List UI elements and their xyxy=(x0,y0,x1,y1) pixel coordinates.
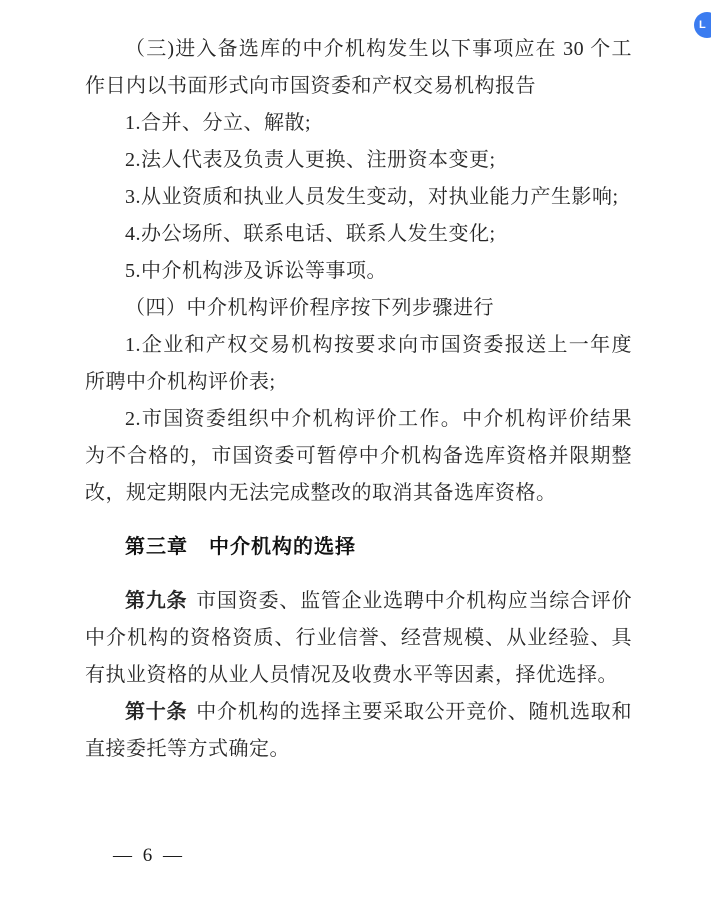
paragraph: 2.市国资委组织中介机构评价工作。中介机构评价结果为不合格的，市国资委可暂停中介机构备选库资格并限期整改，规定期限内无法完成整改的取消其备选库资格。 xyxy=(85,408,632,504)
paragraph: 第九条 市国资委、监管企业选聘中介机构应当综合评价中介机构的资格资质、行业信誉、经营规模、从业经验、具有执业资格的从业人员情况及收费水平等因素，择优选择。 xyxy=(85,590,633,686)
paragraph: 5.中介机构涉及诉讼等事项。 xyxy=(125,260,387,282)
chapter-heading: 第三章 中介机构的选择 xyxy=(125,536,356,558)
page-number: — 6 — xyxy=(113,845,185,866)
floating-widget-button[interactable]: L xyxy=(694,12,711,38)
document-body xyxy=(85,31,632,768)
paragraph: 4.办公场所、联系电话、联系人发生变化; xyxy=(125,223,496,245)
paragraph: （三)进入备选库的中介机构发生以下事项应在 30 个工作日内以书面形式向市国资委和产权交易机构报告 xyxy=(85,38,632,97)
article-number: 第九条 xyxy=(125,590,188,612)
article-number: 第十条 xyxy=(125,701,188,723)
paragraph: （四）中介机构评价程序按下列步骤进行 xyxy=(125,297,494,319)
paragraph: 3.从业资质和执业人员发生变动，对执业能力产生影响; xyxy=(125,186,619,208)
paragraph: 1.企业和产权交易机构按要求向市国资委报送上一年度所聘中介机构评价表; xyxy=(85,334,632,393)
paragraph: 2.法人代表及负责人更换、注册资本变更; xyxy=(125,149,496,171)
paragraph: 1.合并、分立、解散; xyxy=(125,112,312,134)
paragraph: 第十条 中介机构的选择主要采取公开竞价、随机选取和直接委托等方式确定。 xyxy=(85,701,633,760)
